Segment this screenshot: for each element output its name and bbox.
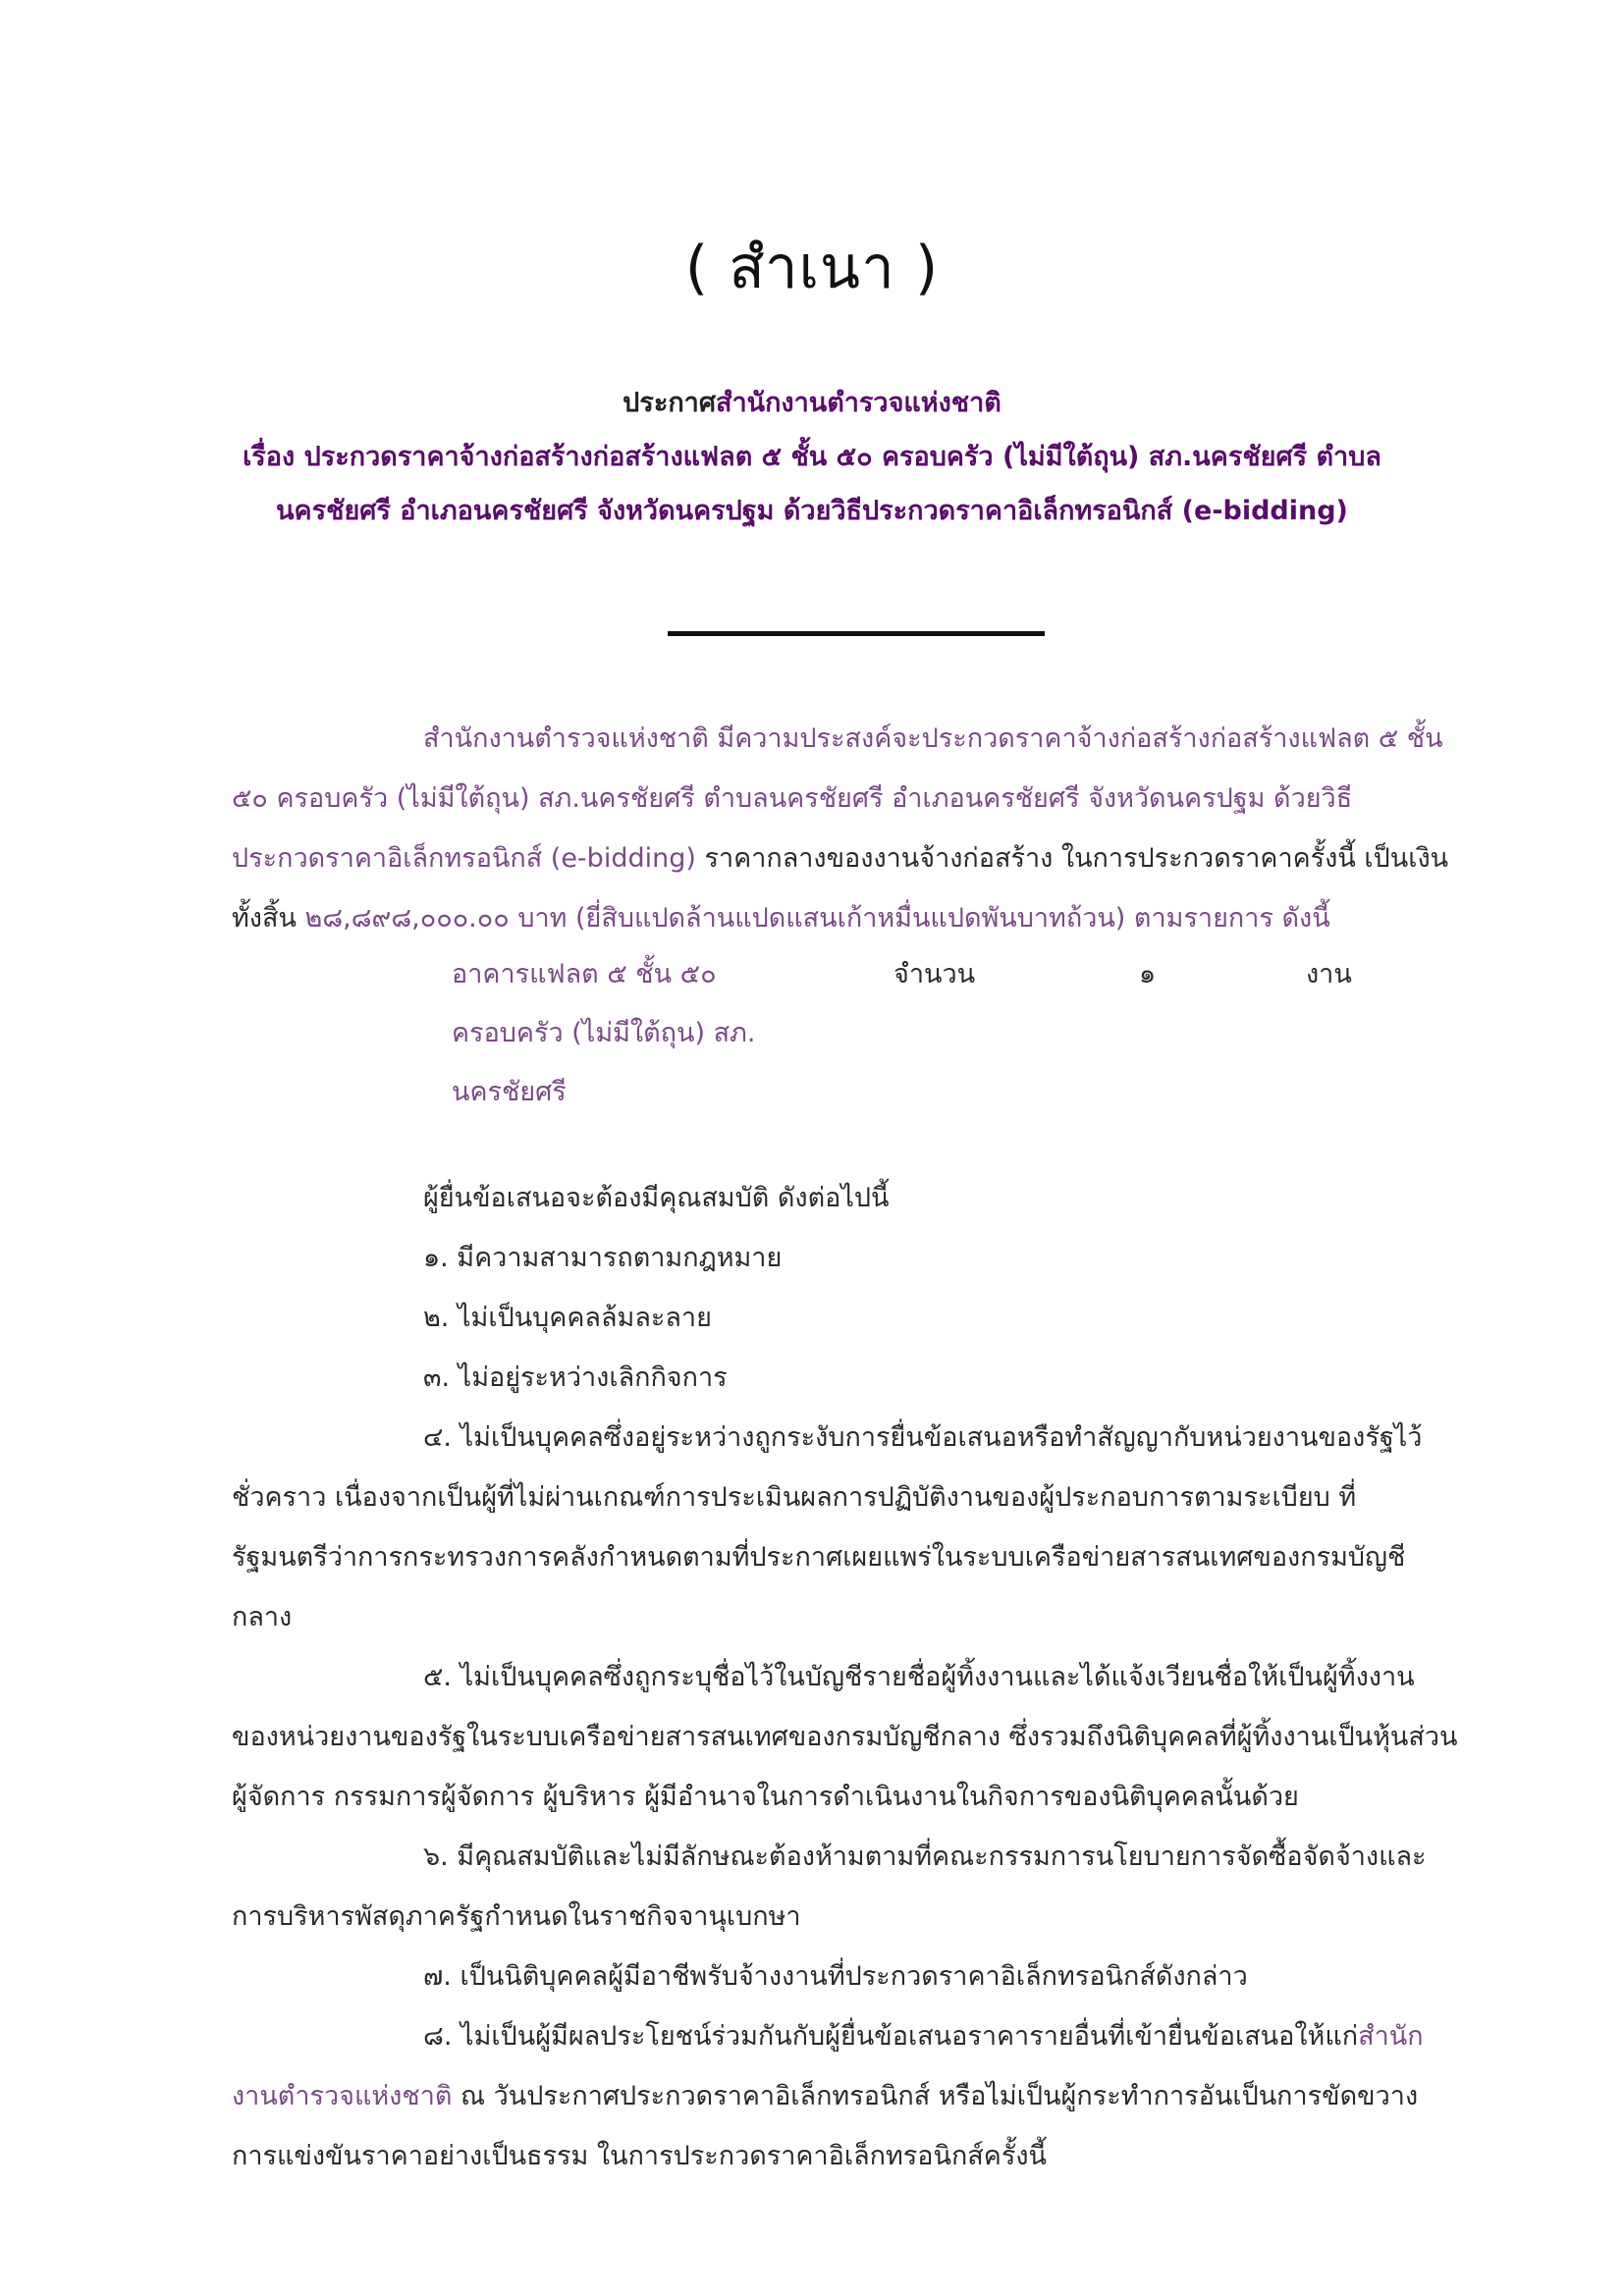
qualification-item-cont: ผู้จัดการ กรรมการผู้จัดการ ผู้บริหาร ผู้มีอำนาจในการดำเนินงานในกิจการของนิติบุคคลนั้นด้วย <box>232 1782 1299 1812</box>
qualification-agency: งานตำรวจแห่งชาติ <box>232 2081 453 2111</box>
qualification-item: ๑. มีความสามารถตามกฎหมาย <box>423 1243 783 1273</box>
qualification-item: ๕. ไม่เป็นบุคคลซึ่งถูกระบุชื่อไว้ในบัญชีรายชื่อผู้ทิ้งงานและได้แจ้งเวียนชื่อให้เป็นผู้ทิ้งงาน <box>423 1662 1415 1692</box>
heading-divider <box>668 631 1045 636</box>
item-qty-label: จำนวน <box>893 959 976 989</box>
heading-agency: สำนักงานตำรวจแห่งชาติ <box>715 388 1001 418</box>
intro-line <box>232 828 1449 888</box>
intro-line: สำนักงานตำรวจแห่งชาติ มีความประสงค์จะประกวดราคาจ้างก่อสร้างก่อสร้างแฟลต ๕ ชั้น <box>423 723 1443 754</box>
intro-total-words: บาท (ยี่สิบแปดล้านแปดแสนเก้าหมื่นแปดพันบาทถ้วน) ตามรายการ ดังนี้ <box>509 903 1330 934</box>
qualification-item: ๖. มีคุณสมบัติและไม่มีลักษณะต้องห้ามตามที่คณะกรรมการนโยบายการจัดซื้อจัดจ้างและ <box>423 1842 1427 1872</box>
qualification-item: ๒. ไม่เป็นบุคคลล้มละลาย <box>423 1303 712 1333</box>
item-row-continued <box>452 1004 1453 1063</box>
intro-median-price-text: ราคากลางของงานจ้างก่อสร้าง ในการประกวดราคาครั้งนี้ เป็นเงิน <box>695 843 1449 874</box>
item-name: ครอบครัว (ไม่มีใต้ถุน) สภ. <box>452 1018 756 1048</box>
qualification-item-cont: ของหน่วยงานของรัฐในระบบเครือข่ายสารสนเทศของกรมบัญชีกลาง ซึ่งรวมถึงนิติบุคคลที่ผู้ทิ้งงานเป็นหุ้นส่วน <box>232 1722 1458 1752</box>
intro-total-amount: ๒๘,๘๙๘,๐๐๐.๐๐ <box>304 903 510 934</box>
item-row <box>452 945 1453 1004</box>
qualification-item: ๗. เป็นนิติบุคคลผู้มีอาชีพรับจ้างงานที่ประกวดราคาอิเล็กทรอนิกส์ดังกล่าว <box>423 1961 1248 1992</box>
heading-line-2 <box>0 430 1624 484</box>
qualification-item-cont: การบริหารพัสดุภาครัฐกำหนดในราชกิจจานุเบกษา <box>232 1901 801 1932</box>
qualification-item-cont: กลาง <box>232 1602 293 1632</box>
intro-method: ประกวดราคาอิเล็กทรอนิกส์ (e-bidding) <box>232 843 696 874</box>
item-qty: ๑ <box>1139 959 1157 989</box>
qualification-item-cont <box>232 2066 1469 2126</box>
heading-subject-prefix: เรื่อง <box>243 442 304 472</box>
qualification-text: ณ วันประกาศประกวดราคาอิเล็กทรอนิกส์ หรือไม่เป็นผู้กระทำการอันเป็นการขัดขวาง <box>452 2081 1419 2111</box>
heading-line-1 <box>0 376 1624 430</box>
heading-line-3: นครชัยศรี อำเภอนครชัยศรี จังหวัดนครปฐม ด้วยวิธีประกวดราคาอิเล็กทรอนิกส์ (e-bidding) <box>276 496 1348 526</box>
announcement-heading <box>0 376 1624 538</box>
qualification-item-cont: การแข่งขันราคาอย่างเป็นธรรม ในการประกวดราคาอิเล็กทรอนิกส์ครั้งนี้ <box>232 2141 1047 2171</box>
item-list <box>452 945 1453 1122</box>
qualifications-intro: ผู้ยื่นข้อเสนอจะต้องมีคุณสมบัติ ดังต่อไปนี้ <box>423 1183 890 1213</box>
heading-prefix: ประกาศ <box>623 388 716 418</box>
heading-subject: ประกวดราคาจ้างก่อสร้างก่อสร้างแฟลต ๕ ชั้น ๕๐ ครอบครัว (ไม่มีใต้ถุน) สภ.นครชัยศรี ตำบล <box>303 442 1381 472</box>
qualification-item-cont: ชั่วคราว เนื่องจากเป็นผู้ที่ไม่ผ่านเกณฑ์การประเมินผลการปฏิบัติงานของผู้ประกอบการตามระเบียบ ที่ <box>232 1482 1357 1513</box>
qualification-item: ๓. ไม่อยู่ระหว่างเลิกกิจการ <box>423 1362 728 1393</box>
item-row-continued <box>452 1063 1453 1122</box>
intro-line <box>232 888 1439 948</box>
intro-total-label: ทั้งสิ้น <box>232 903 305 934</box>
qualification-item-cont: รัฐมนตรีว่าการกระทรวงการคลังกำหนดตามที่ประกาศเผยแพร่ในระบบเครือข่ายสารสนเทศของกรมบัญชี <box>232 1542 1406 1573</box>
qualification-agency: สำนัก <box>1358 2021 1424 2052</box>
intro-paragraph <box>232 709 1449 948</box>
item-name: นครชัยศรี <box>452 1077 567 1107</box>
item-name: อาคารแฟลต ๕ ชั้น ๕๐ <box>452 959 717 989</box>
copy-label: ( สำเนา ) <box>684 234 940 302</box>
qualification-item <box>232 2006 1469 2066</box>
qualification-item: ๔. ไม่เป็นบุคคลซึ่งอยู่ระหว่างถูกระงับการยื่นข้อเสนอหรือทำสัญญากับหน่วยงานของรัฐไว้ <box>423 1422 1423 1453</box>
intro-line: ๕๐ ครอบครัว (ไม่มีใต้ถุน) สภ.นครชัยศรี ตำบลนครชัยศรี อำเภอนครชัยศรี จังหวัดนครปฐม ด้วยวิธี <box>232 783 1353 814</box>
qualifications <box>232 1168 1469 2186</box>
qualification-text: ๘. ไม่เป็นผู้มีผลประโยชน์ร่วมกันกับผู้ยื่นข้อเสนอราคารายอื่นที่เข้ายื่นข้อเสนอให้แก่ <box>423 2021 1359 2052</box>
item-unit: งาน <box>1306 959 1352 989</box>
